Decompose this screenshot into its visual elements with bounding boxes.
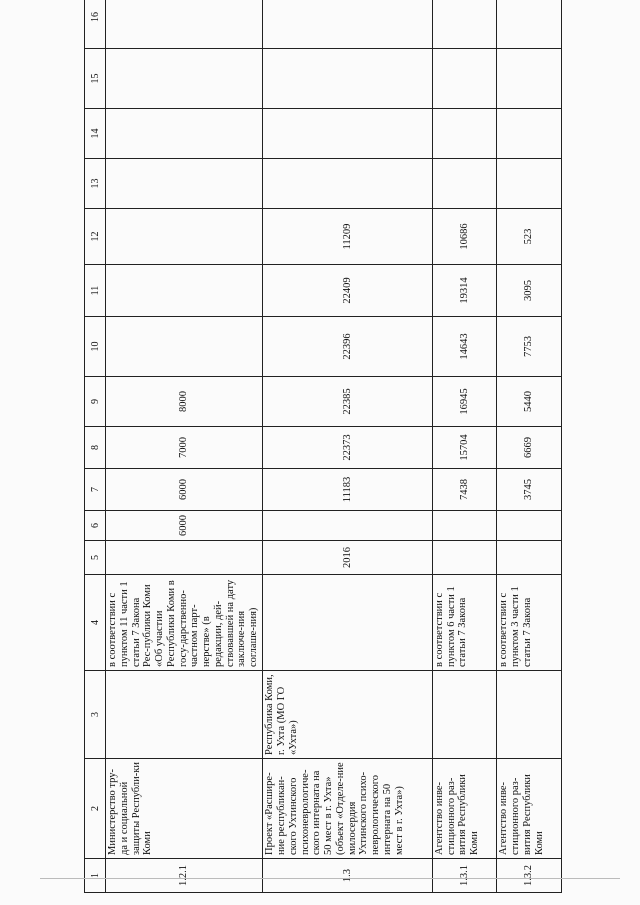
executor-cell: Министерство тру-да и социальной защиты Республи-ки Коми — [106, 759, 263, 859]
location-cell — [432, 671, 497, 759]
value-cell-15 — [432, 49, 497, 109]
value-cell-15 — [497, 49, 562, 109]
value-cell-13 — [497, 159, 562, 209]
table-body — [85, 0, 562, 893]
row-number-cell: 1.3.2 — [497, 859, 562, 893]
value-cell-12: 523 — [497, 209, 562, 265]
value-cell-12 — [106, 209, 263, 265]
column-number: 7 — [85, 469, 106, 511]
value-cell-6: 6000 — [106, 511, 263, 541]
value-cell-8: 15704 — [432, 427, 497, 469]
table-row — [106, 0, 263, 893]
value-cell-6 — [497, 511, 562, 541]
budget-table — [84, 0, 562, 893]
column-number: 9 — [85, 377, 106, 427]
column-number-row — [85, 0, 106, 893]
value-cell-13 — [432, 159, 497, 209]
value-cell-7: 11183 — [263, 469, 433, 511]
value-cell-14 — [106, 109, 263, 159]
year-cell — [432, 541, 497, 575]
value-cell-9: 5440 — [497, 377, 562, 427]
table-row — [263, 0, 433, 893]
value-cell-8: 6669 — [497, 427, 562, 469]
value-cell-12: 11209 — [263, 209, 433, 265]
year-cell — [497, 541, 562, 575]
value-cell-13 — [263, 159, 433, 209]
value-cell-11: 22409 — [263, 265, 433, 317]
value-cell-15 — [106, 49, 263, 109]
location-cell: Республика Коми, г. Ухта (МО ГО «Ухта») — [263, 671, 433, 759]
value-cell-14 — [497, 109, 562, 159]
value-cell-14 — [432, 109, 497, 159]
rotated-table-container — [84, 12, 562, 893]
scan-edge-line — [40, 878, 620, 879]
value-cell-6 — [432, 511, 497, 541]
value-cell-9: 22385 — [263, 377, 433, 427]
column-number: 15 — [85, 49, 106, 109]
column-number: 4 — [85, 575, 106, 671]
executor-cell: Агентство инве-стиционного раз-вития Республики Коми — [432, 759, 497, 859]
value-cell-8: 7000 — [106, 427, 263, 469]
legal-basis-cell — [263, 575, 433, 671]
location-cell — [497, 671, 562, 759]
value-cell-7: 3745 — [497, 469, 562, 511]
column-number: 2 — [85, 759, 106, 859]
table-row — [497, 0, 562, 893]
value-cell-9: 8000 — [106, 377, 263, 427]
value-cell-11 — [106, 265, 263, 317]
row-number-cell: 1.3 — [263, 859, 433, 893]
column-number: 11 — [85, 265, 106, 317]
value-cell-10: 7753 — [497, 317, 562, 377]
value-cell-14 — [263, 109, 433, 159]
legal-basis-cell: в соответствии с пунктом 3 части 1 статьи 7 Закона — [497, 575, 562, 671]
value-cell-9: 16945 — [432, 377, 497, 427]
value-cell-11: 3095 — [497, 265, 562, 317]
executor-cell: Проект «Расшире-ние республикан-ского Ухтинского психоневрологиче-ского интерната на 50 мест в г. Ухта» (объект «Отделе-ние милосердия Ухтинского психо-неврологического интерната на 50 мест в г. Ухта») — [263, 759, 433, 859]
column-number: 6 — [85, 511, 106, 541]
column-number: 16 — [85, 0, 106, 49]
value-cell-11: 19314 — [432, 265, 497, 317]
column-number: 8 — [85, 427, 106, 469]
location-cell — [106, 671, 263, 759]
value-cell-6 — [263, 511, 433, 541]
column-number: 3 — [85, 671, 106, 759]
value-cell-15 — [263, 49, 433, 109]
row-number-cell: 1.2.1 — [106, 859, 263, 893]
value-cell-16 — [106, 0, 263, 49]
value-cell-12: 10686 — [432, 209, 497, 265]
value-cell-10: 14643 — [432, 317, 497, 377]
value-cell-10 — [106, 317, 263, 377]
table-row — [432, 0, 497, 893]
column-number: 13 — [85, 159, 106, 209]
column-number: 12 — [85, 209, 106, 265]
value-cell-7: 7438 — [432, 469, 497, 511]
legal-basis-cell: в соответствии с пунктом 11 части 1 статьи 7 Закона Рес-публики Коми «Об участии Республики Коми в госу-дарственно-частном парт-нерстве» (в редакции, дей-ствовавшей на дату заключе-ния соглаше-ния) — [106, 575, 263, 671]
value-cell-16 — [263, 0, 433, 49]
legal-basis-cell: в соответствии с пунктом 6 части 1 статьи 7 Закона — [432, 575, 497, 671]
value-cell-16 — [497, 0, 562, 49]
value-cell-10: 22396 — [263, 317, 433, 377]
column-number: 1 — [85, 859, 106, 893]
value-cell-7: 6000 — [106, 469, 263, 511]
column-number: 5 — [85, 541, 106, 575]
column-number: 10 — [85, 317, 106, 377]
executor-cell: Агентство инве-стиционного раз-вития Республики Коми — [497, 759, 562, 859]
value-cell-13 — [106, 159, 263, 209]
value-cell-16 — [432, 0, 497, 49]
column-number: 14 — [85, 109, 106, 159]
row-number-cell: 1.3.1 — [432, 859, 497, 893]
value-cell-8: 22373 — [263, 427, 433, 469]
year-cell: 2016 — [263, 541, 433, 575]
year-cell — [106, 541, 263, 575]
